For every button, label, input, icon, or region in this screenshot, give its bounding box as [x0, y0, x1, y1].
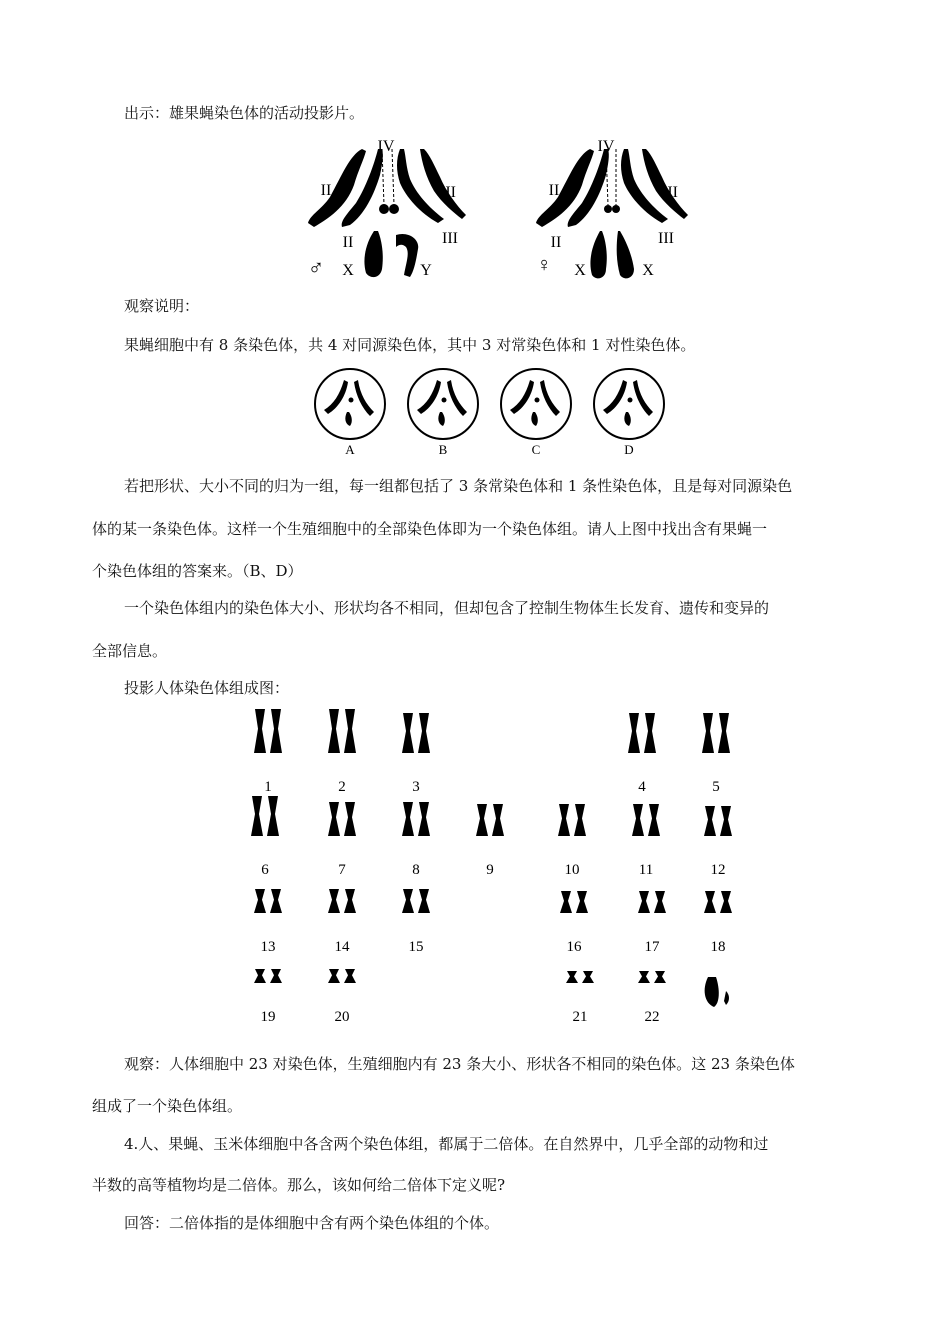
chromosome-pair-2: [328, 709, 356, 795]
chromosome-pair-1: [254, 709, 282, 795]
chromosome-pair-16: [560, 891, 588, 955]
chromosome-pair-7: [328, 802, 356, 878]
gamete-circle-C: [501, 369, 571, 456]
chromosome-pair-18: [704, 891, 732, 955]
chromosome-pair-3: [402, 713, 430, 795]
karyotype-label-19: 19: [260, 1009, 276, 1025]
karyotype-label-5: 5: [712, 779, 720, 795]
karyotype-label-8: 8: [412, 862, 420, 878]
karyotype-label-11: 11: [638, 862, 654, 878]
paragraph-1-line-2: 体的某一条染色体。这样一个生殖细胞中的全部染色体即为一个染色体组。请人上图中找出含有果蝇一: [92, 520, 768, 538]
observation-line: 果蝇细胞中有 8 条染色体，共 4 对同源染色体，其中 3 对常染色体和 1 对性染色体。: [124, 336, 696, 354]
gamete-circle-B: [408, 369, 478, 456]
circle-label-A: A: [345, 442, 355, 456]
chromosome-X-1: [590, 231, 606, 278]
male-fly-chromosomes-figure: [300, 135, 470, 285]
chromosome-pair-5: [702, 713, 730, 795]
chromosome-pair-sex: [705, 977, 729, 1007]
human-karyotype-figure: [230, 705, 770, 1040]
label-III-lower: III: [442, 230, 458, 247]
paragraph-4-line-1: 4.人、果蝇、玉米体细胞中各含两个染色体组，都属于二倍体。在自然界中，几乎全部的动物和过: [124, 1135, 769, 1153]
paragraph-1-line-1: 若把形状、大小不同的归为一组，每一组都包括了 3 条常染色体和 1 条性染色体，且是每对同源染色: [124, 477, 793, 495]
circle-label-D: D: [624, 442, 634, 456]
karyotype-label-1: 1: [264, 779, 272, 795]
label-II: II: [320, 182, 332, 199]
label-III: III: [662, 184, 678, 201]
label-II: II: [548, 182, 560, 199]
chromosome-IV-dot-2: [612, 205, 620, 213]
gamete-circle-A: [315, 369, 385, 456]
chromosome-pair-9: [476, 804, 504, 878]
label-II-lower: II: [342, 234, 354, 251]
karyotype-label-20: 20: [334, 1009, 350, 1025]
intro-text: 出示：雄果蝇染色体的活动投影片。: [124, 104, 365, 122]
karyotype-label-17: 17: [644, 939, 660, 955]
chromosome-pair-4: [628, 713, 656, 795]
chromosome-X: [364, 231, 382, 277]
observation-title: 观察说明：: [124, 297, 200, 315]
chromosome-pair-15: [402, 889, 430, 955]
label-X-2: X: [642, 262, 654, 279]
karyotype-label-22: 22: [644, 1009, 660, 1025]
label-X: X: [342, 262, 354, 279]
male-symbol: ♂: [307, 255, 325, 280]
circle-label-B: B: [438, 442, 448, 456]
gamete-circle-D: [594, 369, 664, 456]
karyotype-label-16: 16: [566, 939, 582, 955]
label-X: X: [574, 262, 586, 279]
chromosome-pair-13: [254, 889, 282, 955]
chromosome-pair-19: [254, 969, 282, 1025]
label-III-lower: III: [658, 230, 674, 247]
female-fly-chromosomes-figure: [530, 135, 690, 285]
chromosome-pair-17: [638, 891, 666, 955]
karyotype-label-9: 9: [486, 862, 494, 878]
chromosome-pair-20: [328, 969, 356, 1025]
chromosome-X-2: [617, 231, 634, 278]
answer-text: 回答：二倍体指的是体细胞中含有两个染色体组的个体。: [124, 1214, 500, 1232]
karyotype-label-13: 13: [260, 939, 276, 955]
gamete-circles-figure: [312, 366, 672, 456]
paragraph-4-line-2: 半数的高等植物均是二倍体。那么，该如何给二倍体下定义呢?: [92, 1176, 506, 1194]
chromosome-IV-dot-1: [604, 205, 612, 213]
female-symbol: ♀: [536, 254, 552, 276]
paragraph-2-line-1: 一个染色体组内的染色体大小、形状均各不相同，但却包含了控制生物体生长发育、遗传和变异的: [124, 599, 770, 617]
karyotype-label-3: 3: [412, 779, 420, 795]
chromosome-pair-6: [251, 796, 279, 878]
label-IV: IV: [377, 138, 395, 155]
chromosome-pair-22: [638, 971, 666, 1025]
label-IV: IV: [597, 138, 615, 155]
karyotype-title: 投影人体染色体组成图：: [124, 679, 290, 697]
circle-label-C: C: [531, 442, 541, 456]
paragraph-3-line-1: 观察：人体细胞中 23 对染色体，生殖细胞内有 23 条大小、形状各不相同的染色体。这 23 条染色体: [124, 1055, 795, 1073]
chromosome-IV-dot-2: [389, 204, 399, 214]
chromosome-pair-10: [558, 804, 586, 878]
chromosome-pair-12: [704, 806, 732, 878]
chromosome-Y: [396, 234, 418, 277]
karyotype-label-6: 6: [261, 862, 269, 878]
chromosome-IV-dot-1: [379, 204, 389, 214]
karyotype-label-14: 14: [334, 939, 350, 955]
chromosome-pair-8: [402, 802, 430, 878]
chromosome-pair-11: [632, 804, 660, 878]
label-Y: Y: [420, 262, 432, 279]
karyotype-label-21: 21: [572, 1009, 588, 1025]
label-II-lower: II: [550, 234, 562, 251]
chromosome-pair-14: [328, 889, 356, 955]
karyotype-label-15: 15: [408, 939, 424, 955]
paragraph-2-line-2: 全部信息。: [92, 642, 168, 660]
label-III: III: [440, 184, 456, 201]
karyotype-label-4: 4: [638, 779, 646, 795]
karyotype-label-7: 7: [338, 862, 346, 878]
karyotype-label-2: 2: [338, 779, 346, 795]
karyotype-label-18: 18: [710, 939, 726, 955]
chromosome-pair-21: [566, 971, 594, 1025]
karyotype-label-10: 10: [564, 862, 580, 878]
paragraph-1-line-3: 个染色体组的答案来。（B、D）: [92, 562, 303, 580]
paragraph-3-line-2: 组成了一个染色体组。: [92, 1097, 243, 1115]
karyotype-label-12: 12: [710, 862, 726, 878]
